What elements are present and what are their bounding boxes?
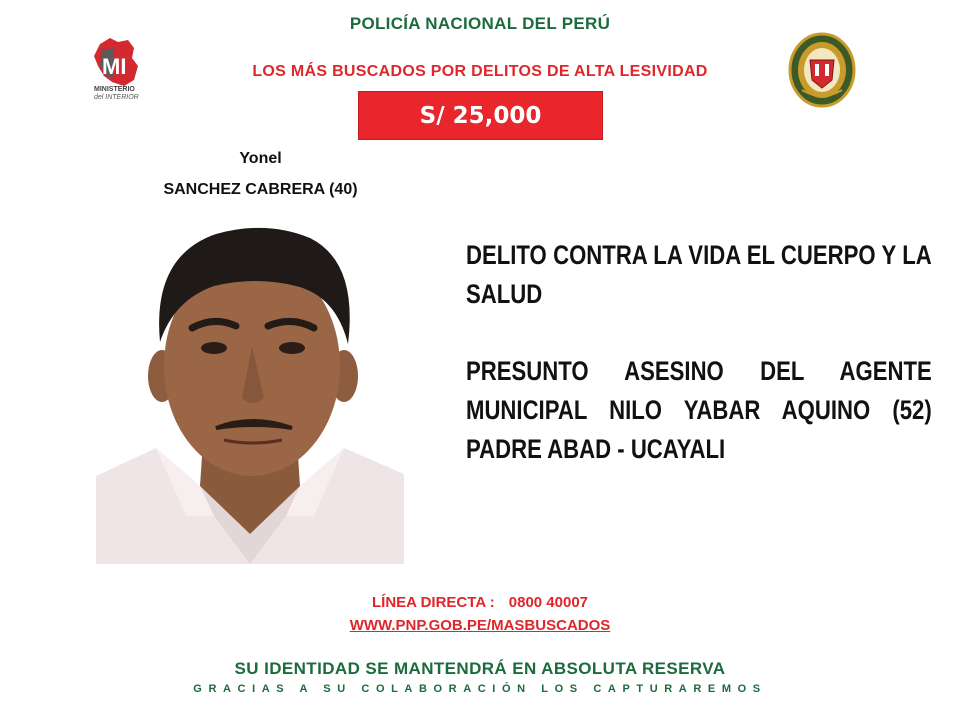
hotline xyxy=(0,594,960,611)
person-first-name: Yonel xyxy=(239,150,282,167)
peru-map-icon xyxy=(88,36,154,88)
mininter-caption-2: del INTERIOR xyxy=(94,94,139,101)
thanks-message: GRACIAS A SU COLABORACIÓN LOS CAPTURAREMOS xyxy=(193,683,767,695)
reward-banner xyxy=(358,91,603,140)
mininter-caption-1: MINISTERIO xyxy=(94,86,135,93)
crime-type: DELITO CONTRA LA VIDA EL CUERPO Y LA SALUD xyxy=(466,240,932,309)
mininter-logo xyxy=(88,36,154,112)
crime-detail: PRESUNTO ASESINO DEL AGENTE MUNICIPAL NILO YABAR AQUINO (52) PADRE ABAD - UCAYALI xyxy=(466,356,932,464)
confidentiality-notice: SU IDENTIDAD SE MANTENDRÁ EN ABSOLUTA RESERVA xyxy=(234,659,726,678)
header-title: POLICÍA NACIONAL DEL PERÚ xyxy=(349,14,611,33)
suspect-photo xyxy=(96,216,404,564)
mininter-monogram: MI xyxy=(102,54,127,79)
header-subtitle: LOS MÁS BUSCADOS POR DELITOS DE ALTA LESIVIDAD xyxy=(252,63,708,80)
reward-amount: S/ 25,000 xyxy=(419,102,542,129)
police-badge-icon xyxy=(788,32,856,108)
person-last-name-age: SANCHEZ CABRERA (40) xyxy=(163,181,358,198)
website-link[interactable]: WWW.PNP.GOB.PE/MASBUSCADOS xyxy=(349,617,611,634)
hotline-label: LÍNEA DIRECTA : xyxy=(371,594,495,611)
hotline-number[interactable]: 0800 40007 xyxy=(508,594,589,611)
